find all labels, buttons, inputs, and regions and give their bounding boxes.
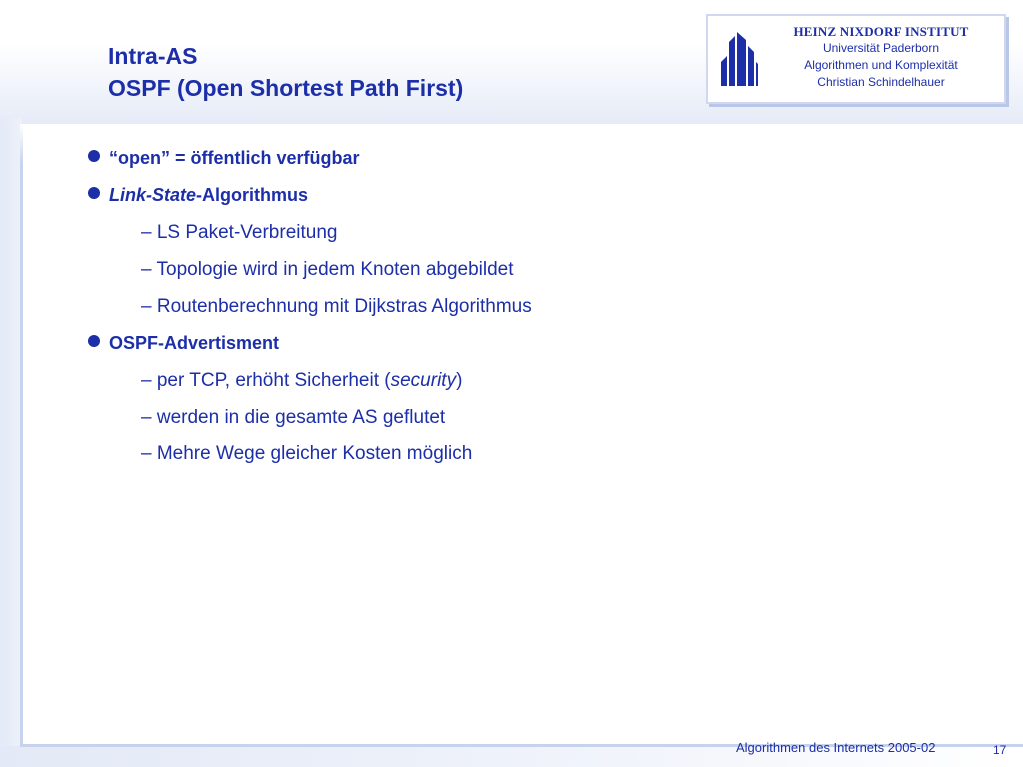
bullet-text-italic: Link-State xyxy=(109,185,197,205)
institute-text xyxy=(766,24,996,91)
sub-item: – LS Paket-Verbreitung xyxy=(141,222,338,243)
bullet-text: -Algorithmus xyxy=(196,185,309,205)
left-frame-band xyxy=(0,118,22,767)
slide-title-line-1: Intra-AS xyxy=(108,43,198,69)
bullet-text: OSPF-Advertisment xyxy=(109,333,280,353)
page-number: 17 xyxy=(993,743,1007,757)
institute-group: Algorithmen und Komplexität xyxy=(804,58,958,72)
sub-item: – werden in die gesamte AS geflutet xyxy=(141,407,446,428)
bullet-text: “open” = öffentlich verfügbar xyxy=(109,148,360,168)
footer-course: Algorithmen des Internets 2005-02 xyxy=(736,740,936,755)
sub-item-text: – per TCP, erhöht Sicherheit ( xyxy=(141,370,391,391)
institute-box xyxy=(706,14,1006,104)
institute-author: Christian Schindelhauer xyxy=(817,75,945,89)
sub-item: – Routenberechnung mit Dijkstras Algorithmus xyxy=(141,296,532,317)
content-panel xyxy=(20,124,1023,747)
sub-item: – Mehre Wege gleicher Kosten möglich xyxy=(141,443,473,464)
sub-item-text-end: ) xyxy=(456,370,463,391)
sub-item: – Topologie wird in jedem Knoten abgebildet xyxy=(141,259,514,280)
institute-university: Universität Paderborn xyxy=(822,41,940,55)
sub-item-italic: security xyxy=(390,370,457,391)
slide-title-line-2: OSPF (Open Shortest Path First) xyxy=(108,75,464,101)
heinz-nixdorf-logo-icon xyxy=(718,32,758,87)
slide-title xyxy=(108,40,463,104)
institute-name: HEINZ NIXDORF INSTITUT xyxy=(793,24,969,39)
